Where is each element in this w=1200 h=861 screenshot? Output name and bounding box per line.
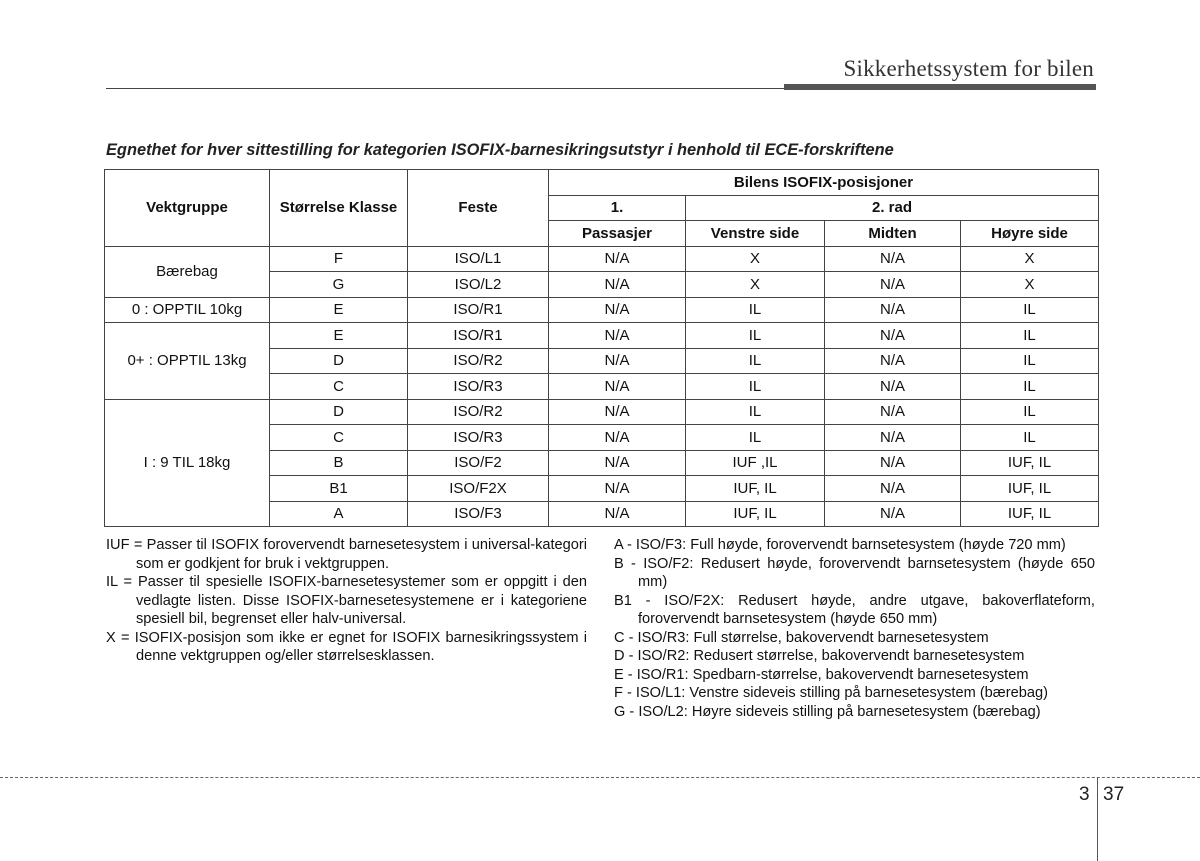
right-side-cell: X	[961, 272, 1099, 298]
passenger-cell: N/A	[549, 425, 686, 451]
right-side-cell: X	[961, 246, 1099, 272]
left-side-cell: IL	[686, 348, 825, 374]
isofix-table-body	[105, 246, 1099, 527]
col-header-left: Venstre side	[686, 221, 825, 247]
legend-item-iuf: IUF = Passer til ISOFIX forovervendt barnesetesystem i universal-kategori som er godkjent for bruk i vektgruppen.	[106, 537, 587, 572]
legend-item-d: D - ISO/R2: Redusert størrelse, bakovervendt barnesetesystem	[614, 648, 1025, 664]
fixture-cell: ISO/R3	[408, 425, 549, 451]
legend-item-x: X = ISOFIX-posisjon som ikke er egnet for ISOFIX barnesikringssystem i denne vektgruppen og/eller størrelsesklassen.	[106, 629, 587, 664]
isofix-table	[104, 169, 1099, 527]
legend-item-f: F - ISO/L1: Venstre sideveis stilling på barnesetesystem (bærebag)	[614, 685, 1048, 701]
right-side-cell: IUF, IL	[961, 450, 1099, 476]
legend-item-b1: B1 - ISO/F2X: Redusert høyde, andre utgave, bakoverflateform, forovervendt barnsetesystem (høyde 650 mm)	[614, 592, 1095, 627]
passenger-cell: N/A	[549, 272, 686, 298]
middle-cell: N/A	[825, 374, 961, 400]
passenger-cell: N/A	[549, 297, 686, 323]
passenger-cell: N/A	[549, 501, 686, 527]
middle-cell: N/A	[825, 501, 961, 527]
left-side-cell: X	[686, 246, 825, 272]
middle-cell: N/A	[825, 476, 961, 502]
size-class-cell: B	[270, 450, 408, 476]
middle-cell: N/A	[825, 297, 961, 323]
size-class-cell: C	[270, 374, 408, 400]
fixture-cell: ISO/R1	[408, 297, 549, 323]
table-row	[105, 246, 1099, 272]
table-row	[105, 323, 1099, 349]
size-class-cell: C	[270, 425, 408, 451]
passenger-cell: N/A	[549, 246, 686, 272]
table-row	[105, 399, 1099, 425]
weight-group-cell: 0 : OPPTIL 10kg	[105, 297, 270, 323]
middle-cell: N/A	[825, 272, 961, 298]
legend-item-il: IL = Passer til spesielle ISOFIX-barnesetesystemer som er oppgitt i den vedlagte listen. Disse ISOFIX-barnesetesystemene er i kategoriene spesiell bil, begrenset eller halv-universal.	[106, 574, 587, 627]
middle-cell: N/A	[825, 348, 961, 374]
right-side-cell: IL	[961, 399, 1099, 425]
legend-item-c: C - ISO/R3: Full størrelse, bakovervendt barnesetesystem	[614, 629, 989, 646]
col-header-fixture: Feste	[408, 170, 549, 247]
passenger-cell: N/A	[549, 348, 686, 374]
col-header-weight: Vektgruppe	[105, 170, 270, 247]
right-side-cell: IUF, IL	[961, 476, 1099, 502]
col-header-passenger: Passasjer	[549, 221, 686, 247]
col-header-right: Høyre side	[961, 221, 1099, 247]
size-class-cell: E	[270, 323, 408, 349]
page-header-title: Sikkerhetssystem for bilen	[843, 56, 1094, 81]
passenger-cell: N/A	[549, 323, 686, 349]
col-header-row2: 2. rad	[686, 195, 1099, 221]
left-side-cell: IUF, IL	[686, 476, 825, 502]
fixture-cell: ISO/L2	[408, 272, 549, 298]
size-class-cell: E	[270, 297, 408, 323]
right-side-cell: IL	[961, 348, 1099, 374]
section-title: Egnethet for hver sittestilling for kategorien ISOFIX-barnesikringsutstyr i henhold til ECE-forskriftene	[106, 141, 894, 159]
left-side-cell: IUF, IL	[686, 501, 825, 527]
weight-group-cell: Bærebag	[105, 246, 270, 297]
left-side-cell: X	[686, 272, 825, 298]
right-side-cell: IL	[961, 323, 1099, 349]
fixture-cell: ISO/F3	[408, 501, 549, 527]
passenger-cell: N/A	[549, 399, 686, 425]
footer-dashed-divider	[0, 777, 1200, 778]
middle-cell: N/A	[825, 399, 961, 425]
right-side-cell: IUF, IL	[961, 501, 1099, 527]
left-side-cell: IL	[686, 425, 825, 451]
fixture-cell: ISO/R3	[408, 374, 549, 400]
passenger-cell: N/A	[549, 476, 686, 502]
legend-abbreviations	[106, 536, 587, 666]
col-header-middle: Midten	[825, 221, 961, 247]
left-side-cell: IL	[686, 399, 825, 425]
header-rule-thin	[106, 88, 786, 89]
legend-item-g: G - ISO/L2: Høyre sideveis stilling på barnesetesystem (bærebag)	[614, 703, 1041, 720]
page-number: 37	[1103, 784, 1125, 805]
left-side-cell: IL	[686, 374, 825, 400]
passenger-cell: N/A	[549, 450, 686, 476]
size-class-cell: D	[270, 399, 408, 425]
legend-fixture-classes	[614, 536, 1095, 721]
middle-cell: N/A	[825, 246, 961, 272]
col-header-positions: Bilens ISOFIX-posisjoner	[549, 170, 1099, 196]
header-rule-thick	[784, 84, 1096, 90]
legend-item-e: E - ISO/R1: Spedbarn-størrelse, bakovervendt barnesetesystem	[614, 666, 1029, 683]
fixture-cell: ISO/F2	[408, 450, 549, 476]
right-side-cell: IL	[961, 374, 1099, 400]
middle-cell: N/A	[825, 323, 961, 349]
fixture-cell: ISO/R2	[408, 348, 549, 374]
middle-cell: N/A	[825, 425, 961, 451]
size-class-cell: A	[270, 501, 408, 527]
legend-item-a: A - ISO/F3: Full høyde, forovervendt barnsetesystem (høyde 720 mm)	[614, 537, 1066, 553]
fixture-cell: ISO/R2	[408, 399, 549, 425]
weight-group-cell: 0+ : OPPTIL 13kg	[105, 323, 270, 400]
size-class-cell: G	[270, 272, 408, 298]
table-row	[105, 297, 1099, 323]
weight-group-cell: I : 9 TIL 18kg	[105, 399, 270, 527]
passenger-cell: N/A	[549, 374, 686, 400]
size-class-cell: F	[270, 246, 408, 272]
col-header-row1: 1.	[549, 195, 686, 221]
fixture-cell: ISO/R1	[408, 323, 549, 349]
footer-vertical-divider	[1097, 778, 1098, 861]
col-header-size: Størrelse Klasse	[270, 170, 408, 247]
middle-cell: N/A	[825, 450, 961, 476]
size-class-cell: D	[270, 348, 408, 374]
size-class-cell: B1	[270, 476, 408, 502]
left-side-cell: IL	[686, 323, 825, 349]
fixture-cell: ISO/F2X	[408, 476, 549, 502]
right-side-cell: IL	[961, 297, 1099, 323]
left-side-cell: IL	[686, 297, 825, 323]
fixture-cell: ISO/L1	[408, 246, 549, 272]
left-side-cell: IUF ,IL	[686, 450, 825, 476]
right-side-cell: IL	[961, 425, 1099, 451]
chapter-number: 3	[1079, 784, 1090, 805]
legend-item-b: B - ISO/F2: Redusert høyde, forovervendt barnsetesystem (høyde 650 mm)	[614, 555, 1095, 590]
